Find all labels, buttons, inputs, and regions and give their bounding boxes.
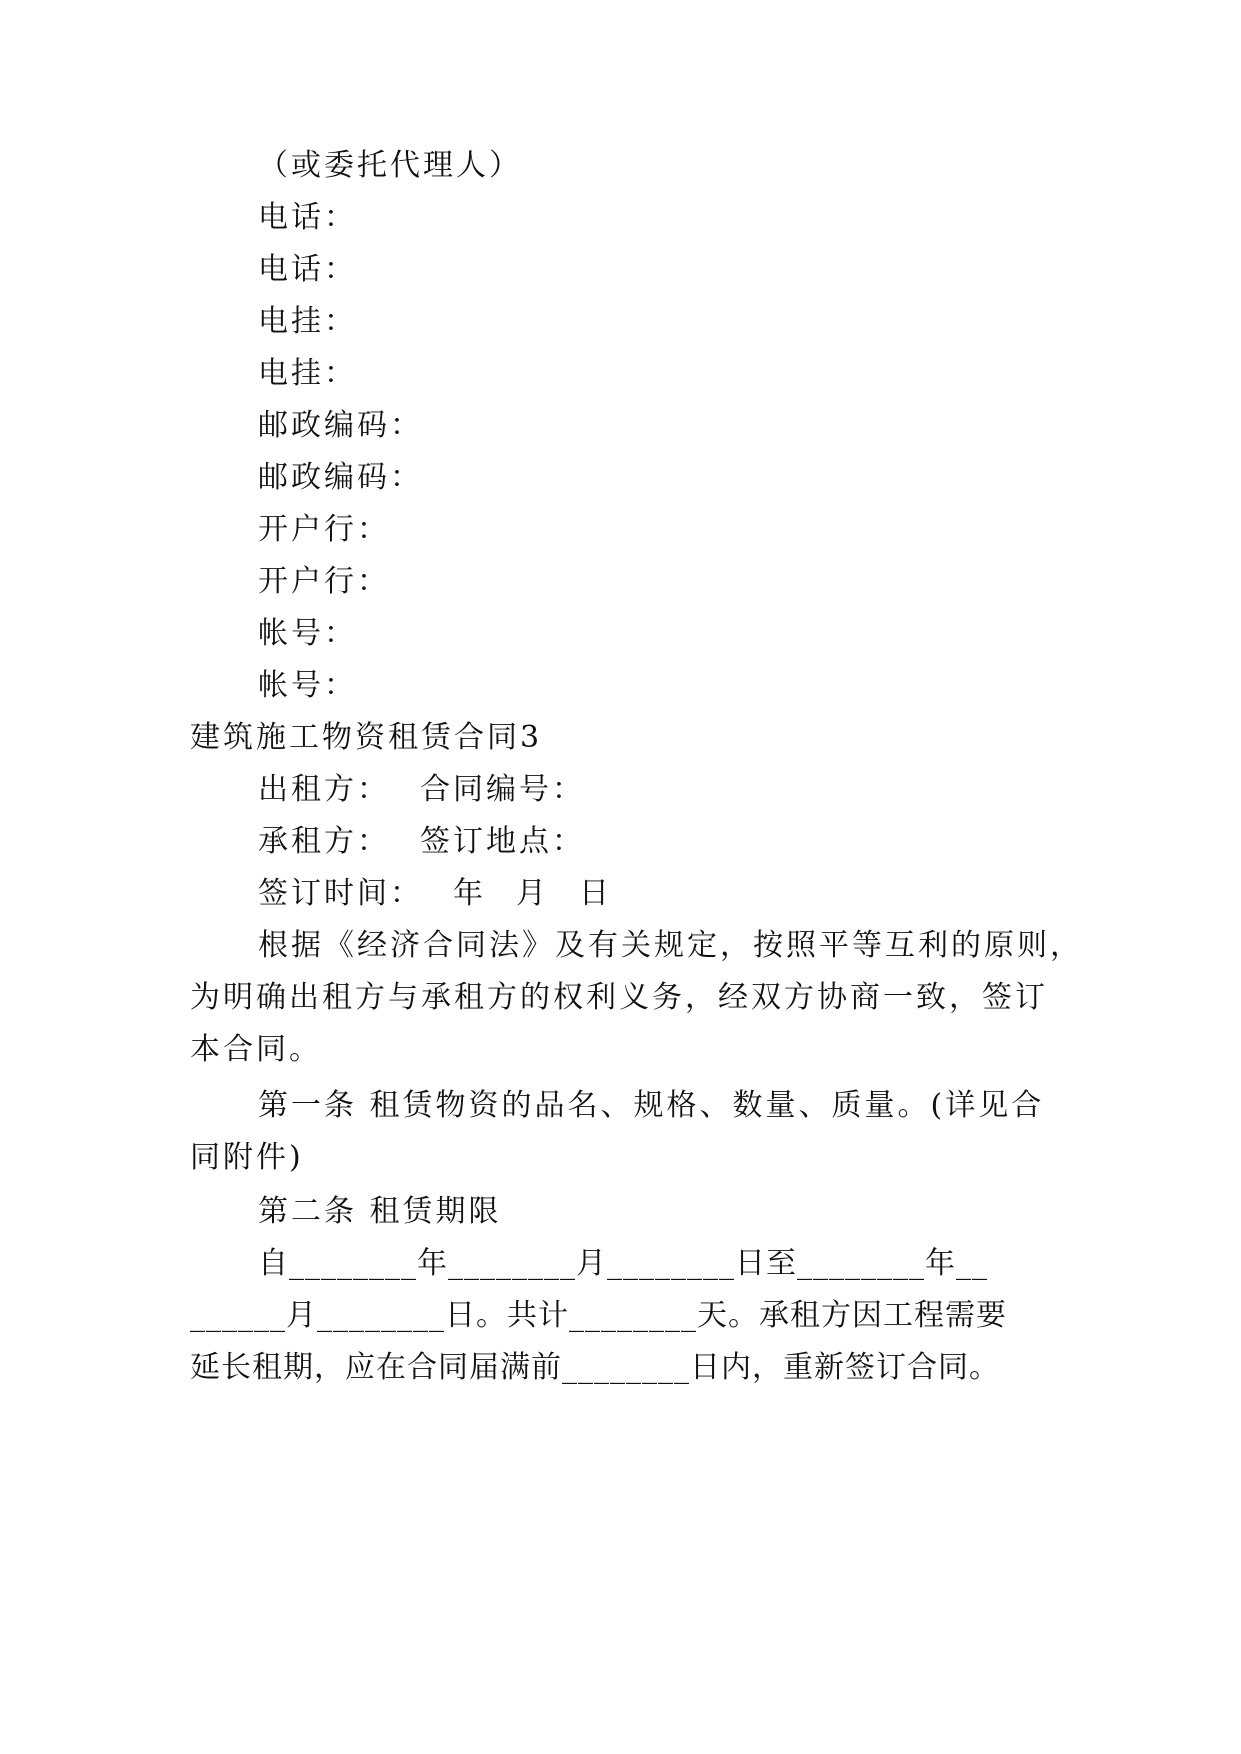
lessor-line bbox=[258, 770, 585, 810]
contract-number-label: 合同编号： bbox=[420, 772, 585, 807]
lease-term-line: 延长租期，应在合同届满前________日内，重新签订合同。 bbox=[190, 1350, 1000, 1385]
sign-month: 月 bbox=[516, 876, 549, 911]
lessor-label: 出租方： bbox=[258, 772, 390, 807]
paragraph-line: 本合同。 bbox=[190, 1032, 322, 1067]
bank-line: 开户行： bbox=[258, 564, 390, 599]
article-two-heading: 第二条 租赁期限 bbox=[258, 1194, 502, 1229]
account-line: 帐号： bbox=[258, 668, 357, 703]
postal-code-line: 邮政编码： bbox=[258, 408, 423, 443]
telegraph-line: 电挂： bbox=[258, 304, 357, 339]
telegraph-line: 电挂： bbox=[258, 356, 357, 391]
postal-code-line: 邮政编码： bbox=[258, 460, 423, 495]
paragraph-line: 为明确出租方与承租方的权利义务，经双方协商一致，签订 bbox=[190, 980, 1048, 1015]
sign-time-label: 签订时间： bbox=[258, 876, 423, 911]
sign-time-line bbox=[258, 874, 612, 914]
paragraph-line: 根据《经济合同法》及有关规定，按照平等互利的原则， bbox=[258, 928, 1083, 963]
sign-day: 日 bbox=[579, 876, 612, 911]
article-one-line: 同附件) bbox=[190, 1140, 304, 1175]
account-line: 帐号： bbox=[258, 616, 357, 651]
lease-term-line: 自________年________月________日至________年__ bbox=[258, 1246, 988, 1281]
section-title: 建筑施工物资租赁合同3 bbox=[190, 720, 543, 755]
sign-year: 年 bbox=[453, 876, 486, 911]
article-one-line: 第一条 租赁物资的品名、规格、数量、质量。(详见合 bbox=[258, 1088, 1045, 1123]
lessee-label: 承租方： bbox=[258, 824, 390, 859]
phone-line: 电话： bbox=[258, 200, 357, 235]
bank-line: 开户行： bbox=[258, 512, 390, 547]
phone-line: 电话： bbox=[258, 252, 357, 287]
agent-line: （或委托代理人） bbox=[258, 148, 522, 183]
lease-term-line: ______月________日。共计________天。承租方因工程需要 bbox=[190, 1298, 1007, 1333]
lessee-line bbox=[258, 822, 585, 862]
sign-place-label: 签订地点： bbox=[420, 824, 585, 859]
